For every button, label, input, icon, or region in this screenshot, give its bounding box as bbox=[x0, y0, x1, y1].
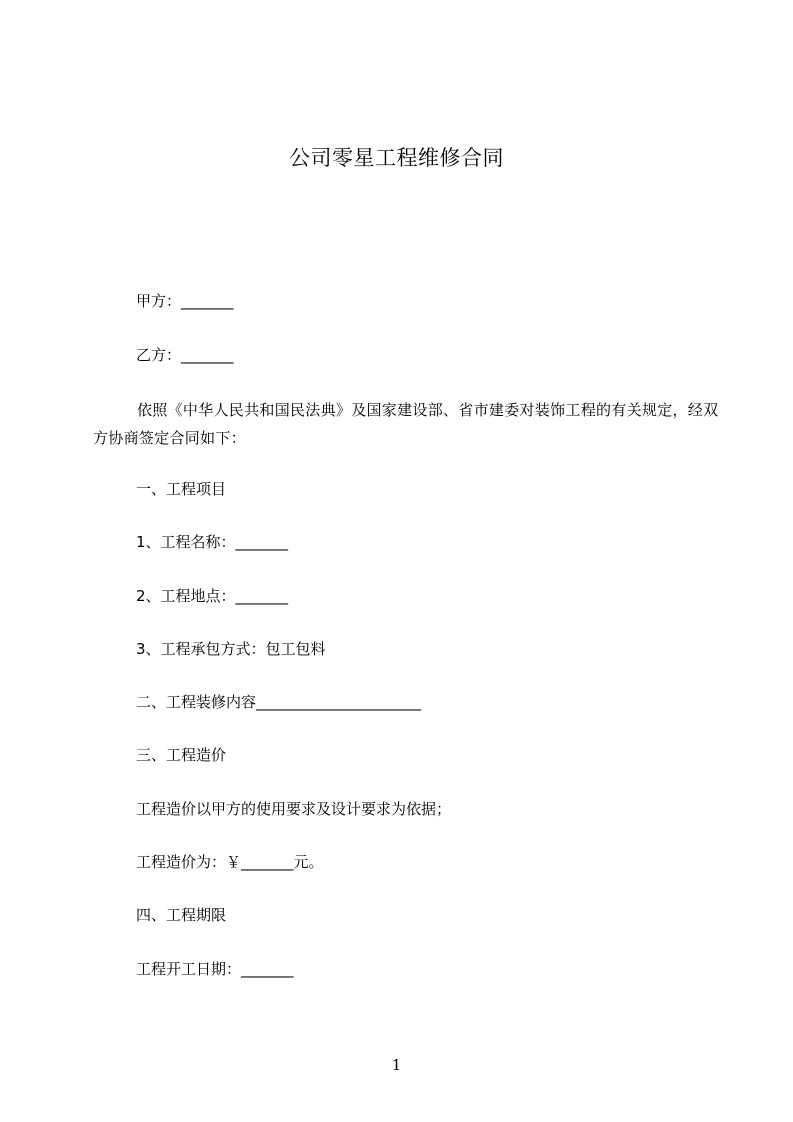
cost-basis-line: 工程造价以甲方的使用要求及设计要求为依据； bbox=[136, 800, 452, 818]
cost-amount-line: 工程造价为：￥_______元。 bbox=[136, 853, 324, 871]
item-project-name: 1、工程名称：_______ bbox=[136, 533, 289, 551]
section-3-heading: 三、工程造价 bbox=[136, 746, 227, 764]
section-2-heading: 二、工程装修内容______________________ bbox=[136, 693, 422, 711]
item-contract-method: 3、工程承包方式：包工包料 bbox=[136, 640, 326, 658]
section-4-heading: 四、工程期限 bbox=[136, 906, 227, 924]
party-b-line: 乙方：_______ bbox=[136, 346, 234, 364]
item-project-location: 2、工程地点：_______ bbox=[136, 587, 289, 605]
section-1-heading: 一、工程项目 bbox=[136, 480, 227, 498]
start-date-line: 工程开工日期：_______ bbox=[136, 960, 294, 978]
page-number: 1 bbox=[391, 1056, 402, 1074]
document-title: 公司零星工程维修合同 bbox=[289, 146, 504, 170]
party-a-line: 甲方：_______ bbox=[136, 292, 234, 310]
intro-paragraph: 依照《中华人民共和国民法典》及国家建设部、省市建委对装饰工程的有关规定，经双方协商签定合同如下： bbox=[93, 401, 719, 447]
